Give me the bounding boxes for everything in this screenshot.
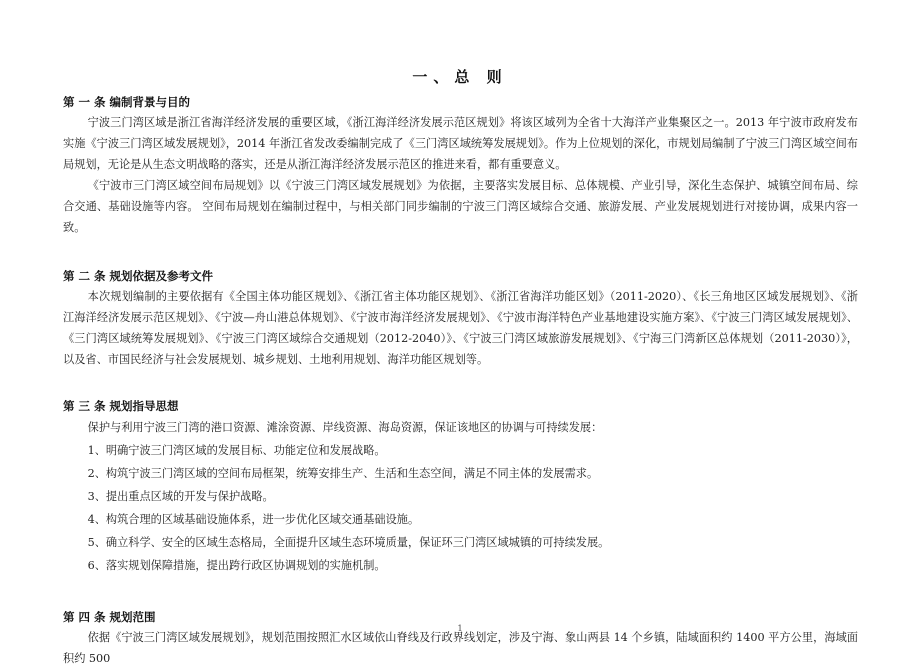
- article-paragraph: 宁波三门湾区域是浙江省海洋经济发展的重要区域，《浙江海洋经济发展示范区规划》将该区域列为全省十大海洋产业集聚区之一。2013 年宁波市政府发布实施《宁波三门湾区域发展规划》，2014 年浙江省发改委编制完成了《三门湾区域统筹发展规划》。作为上位规划的深化，市规划局编制了宁波三门湾区域空间布局规划，无论是从生态文明战略的落实，还是从浙江海洋经济发展示范区的推进来看，都有重要意义。: [63, 116, 858, 171]
- document-title: 一、总 则: [412, 68, 508, 86]
- article-heading: 第 一 条 编制背景与目的: [63, 95, 191, 109]
- article-paragraph: 依据《宁波三门湾区域发展规划》，规划范围按照汇水区域依山脊线及行政界线划定，涉及宁海、象山两县 14 个乡镇，陆域面积约 1400 平方公里，海域面积约 500: [63, 631, 858, 665]
- article-paragraph: 本次规划编制的主要依据有《全国主体功能区规划》、《浙江省主体功能区规划》、《浙江省海洋功能区划》（2011-2020）、《长三角地区区域发展规划》、《浙江海洋经济发展示范区规划》、《宁波—舟山港总体规划》、《宁波市海洋经济发展规划》、《宁波市海洋特色产业基地建设实施方案》、《宁波三门湾区域发展规划》、《三门湾区域统筹发展规划》、《宁波三门湾区域综合交通规划（2012-2040）》、《宁波三门湾区域旅游发展规划》、《宁海三门湾新区总体规划（2011-2030）》，以及省、市国民经济与社会发展规划、城乡规划、土地利用规划、海洋功能区规划等。: [63, 290, 858, 366]
- list-item: 4、构筑合理的区域基础设施体系，进一步优化区域交通基础设施。: [87, 513, 420, 526]
- list-item: 1、明确宁波三门湾区域的发展目标、功能定位和发展战略。: [87, 444, 386, 457]
- list-item: 6、落实规划保障措施，提出跨行政区协调规划的实施机制。: [87, 559, 386, 572]
- list-item: 3、提出重点区域的开发与保护战略。: [87, 490, 274, 503]
- article-intro: 保护与利用宁波三门湾的港口资源、滩涂资源、岸线资源、海岛资源，保证该地区的协调与可持续发展：: [87, 421, 603, 434]
- article-3: [63, 396, 858, 577]
- page-number: 1: [457, 624, 463, 633]
- article-heading: 第 四 条 规划范围: [63, 610, 156, 624]
- article-1: [63, 92, 858, 238]
- list-item: 5、确立科学、安全的区域生态格局，全面提升区域生态环境质量，保证环三门湾区域城镇的可持续发展。: [87, 536, 610, 549]
- article-2: [63, 266, 858, 370]
- document-body: [63, 92, 858, 669]
- article-paragraph: 《宁波市三门湾区域空间布局规划》以《宁波三门湾区域发展规划》为依据，主要落实发展目标、总体规模、产业引导，深化生态保护、城镇空间布局、综合交通、基础设施等内容。 空间布局规划在编制过程中，与相关部门同步编制的宁波三门湾区域综合交通、旅游发展、产业发展规划进行对接协调，成果内容一致。: [63, 179, 858, 234]
- article-4: [63, 607, 858, 669]
- list-item: 2、构筑宁波三门湾区域的空间布局框架，统筹安排生产、生活和生态空间，满足不同主体的发展需求。: [87, 467, 599, 480]
- article-heading: 第 二 条 规划依据及参考文件: [63, 269, 214, 283]
- article-heading: 第 三 条 规划指导思想: [63, 399, 179, 413]
